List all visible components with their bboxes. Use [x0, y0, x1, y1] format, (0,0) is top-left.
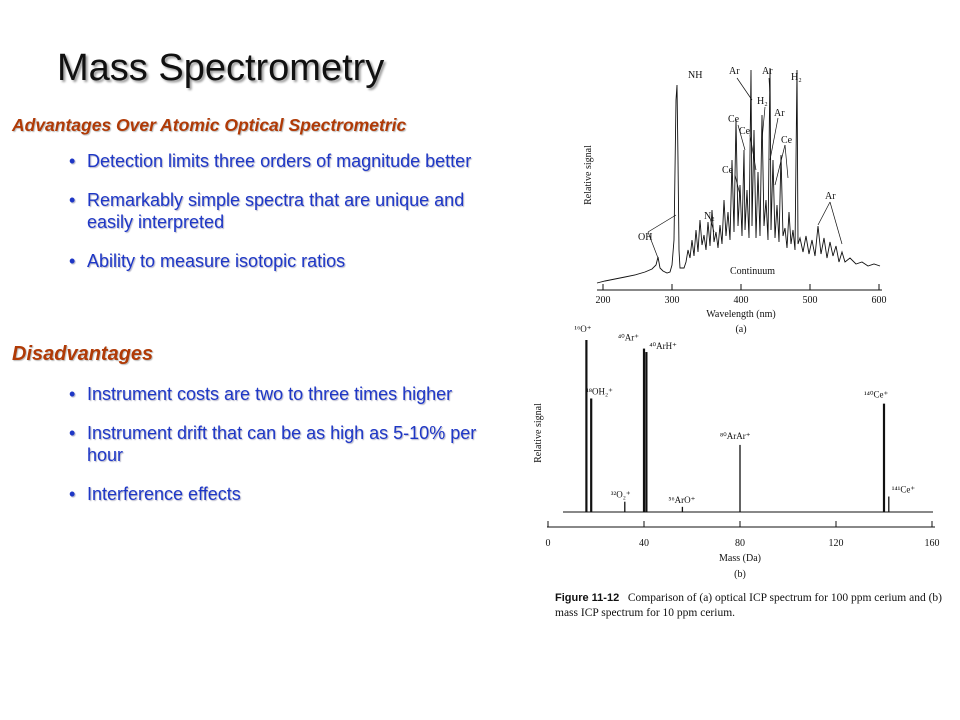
panel-label: (a)	[735, 324, 747, 335]
peak-label: ¹⁴¹Ce⁺	[891, 484, 916, 495]
mass-spectrum-panel	[533, 324, 940, 580]
tick-label: 200	[595, 295, 611, 306]
peak-label: ¹⁶O⁺	[574, 324, 592, 334]
mass-peak	[739, 445, 740, 512]
tick-label: 300	[664, 295, 680, 306]
optical-spectrum-panel	[583, 66, 887, 335]
line-annotation: Ce	[781, 135, 793, 146]
annotation-leader	[770, 118, 778, 160]
mass-peak	[888, 497, 889, 512]
peak-label-group	[574, 324, 915, 505]
mass-peak	[883, 404, 885, 512]
peak-label: ⁴⁰Ar⁺	[618, 332, 639, 343]
annotation-leader	[785, 145, 788, 178]
bullet-icon: •	[69, 190, 76, 210]
tick-label: 160	[924, 538, 940, 549]
peak-label: ⁴⁰ArH⁺	[649, 341, 677, 352]
figure-number: Figure 11-12	[555, 592, 620, 604]
x-axis-label: Wavelength (nm)	[706, 309, 776, 320]
peak-group	[585, 340, 889, 512]
peak-label: ¹⁸OH₂⁺	[586, 386, 613, 397]
slide-title: Mass Spectrometry	[57, 47, 385, 89]
mass-peak	[682, 507, 683, 512]
advantage-text: Ability to measure isotopic ratios	[87, 251, 346, 271]
annotation-leader	[648, 215, 676, 232]
bullet-icon: •	[69, 251, 76, 271]
y-axis-label: Relative signal	[533, 403, 544, 463]
line-annotation: OH	[638, 232, 653, 243]
mass-peak	[585, 340, 587, 512]
x-axis-label: Mass (Da)	[719, 553, 761, 564]
tick-label: 600	[871, 295, 887, 306]
line-annotation: Ce	[728, 114, 740, 125]
line-annotation: Ar	[774, 108, 785, 119]
disadvantage-text: Instrument drift that can be as high as 5-10% per hour	[87, 423, 477, 465]
spectrum-trace	[597, 68, 880, 283]
peak-label: ³²O₂⁺	[610, 489, 631, 500]
mass-peak	[643, 349, 645, 512]
tick-label: 500	[802, 295, 818, 306]
advantage-text: Detection limits three orders of magnitude better	[87, 151, 472, 171]
disadvantage-text: Instrument costs are two to three times higher	[87, 384, 453, 404]
line-annotation: NH	[688, 70, 703, 81]
line-annotation: Ce	[739, 126, 751, 137]
tick-label: 400	[733, 295, 749, 306]
tick-label: 120	[828, 538, 844, 549]
line-annotation: H₂	[791, 72, 802, 83]
annotation-leader	[818, 202, 830, 225]
disadvantages-heading: Disadvantages	[12, 343, 154, 365]
caption-text: Comparison of (a) optical ICP spectrum for 100 ppm cerium and (b) mass ICP spectrum for 10 ppm cerium.	[555, 592, 942, 619]
peak-label: ⁵⁶ArO⁺	[668, 494, 696, 505]
bullet-icon: •	[69, 151, 76, 171]
line-annotation: Ar	[729, 66, 740, 77]
line-annotation: Ce	[722, 165, 734, 176]
peak-label: ⁸⁰ArAr⁺	[720, 430, 751, 441]
mass-peak	[645, 352, 647, 512]
mass-peak	[590, 398, 592, 512]
annotation-leader	[737, 78, 752, 100]
tick-label: 80	[735, 538, 745, 549]
line-annotation: Ar	[825, 191, 836, 202]
tick-label: 0	[545, 538, 551, 549]
peak-label: ¹⁴⁰Ce⁺	[864, 389, 889, 400]
mass-peak	[624, 502, 625, 512]
y-axis-label: Relative signal	[583, 145, 594, 205]
line-annotation: N₂	[704, 211, 715, 222]
line-annotation: Continuum	[730, 266, 776, 277]
line-annotation: H₂	[757, 96, 768, 107]
bullet-icon: •	[69, 384, 76, 404]
disadvantage-text: Interference effects	[87, 484, 241, 504]
line-annotation: Ar	[762, 66, 773, 77]
advantages-heading: Advantages Over Atomic Optical Spectrometric	[12, 115, 407, 135]
bullet-icon: •	[69, 423, 76, 443]
tick-label: 40	[639, 538, 649, 549]
advantage-text: Remarkably simple spectra that are unique and easily interpreted	[87, 190, 465, 232]
panel-label: (b)	[734, 569, 746, 580]
bullet-icon: •	[69, 484, 76, 504]
annotation-leader	[830, 202, 842, 244]
figure-caption	[555, 591, 950, 621]
